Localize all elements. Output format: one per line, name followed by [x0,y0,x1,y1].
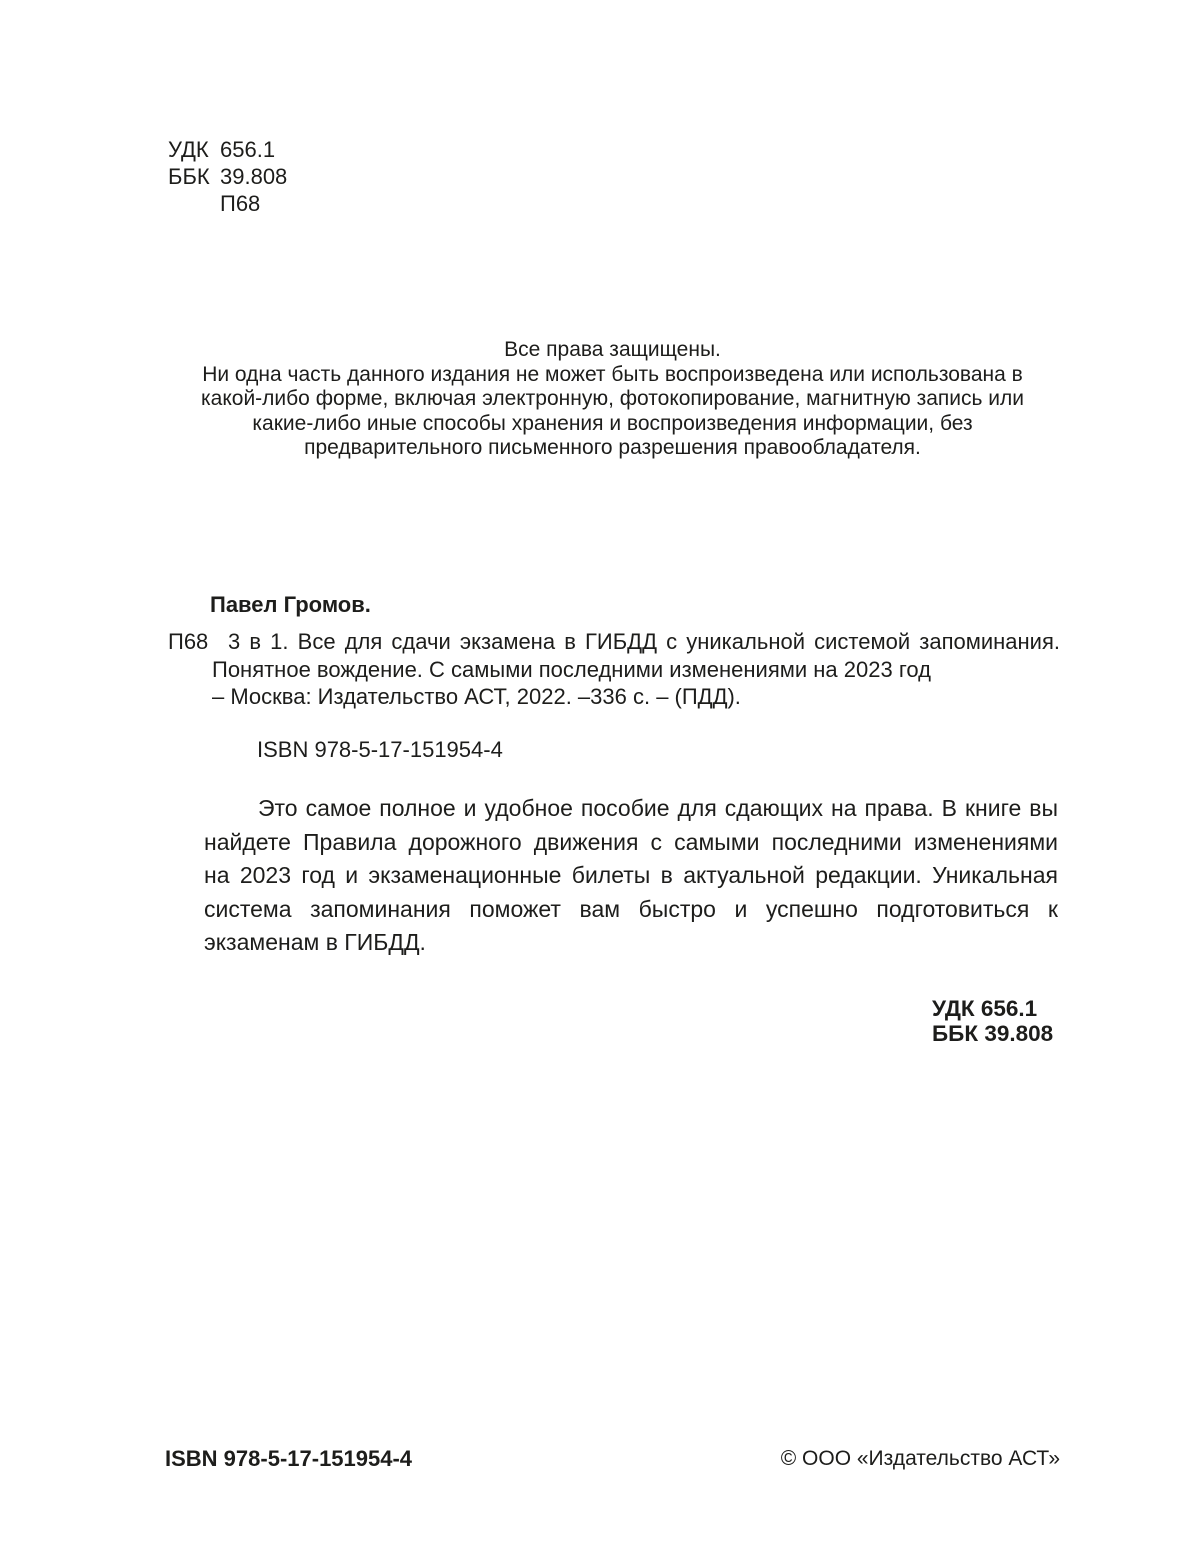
udk-bbk-right-block [932,997,1053,1046]
annotation-line: на 2023 год и экзаменационные билеты в актуальной редакции. Уникальная [204,862,1058,888]
rights-line: предварительного письменного разрешения правообладателя. [304,436,921,460]
footer-copyright: © ООО «Издательство АСТ» [780,1447,1060,1470]
author-name: Павел Громов. [210,592,371,617]
p-code: П68 [220,191,261,216]
top-cataloguing-codes [168,136,287,217]
p-code-spacer [168,190,220,217]
bbk-value: 39.808 [220,164,288,189]
catalog-line: Понятное вождение. С самыми последними изменениями на 2023 год [212,656,931,682]
bbk-row [168,163,287,190]
annotation-line: найдете Правила дорожного движения с самыми последними изменениями [204,828,1058,855]
annotation-line: экзаменам в ГИБДД. [204,929,426,955]
udk-value: 656.1 [220,137,276,162]
udk-right: УДК 656.1 [932,996,1038,1021]
annotation-line: Это самое полное и удобное пособие для сдающих на права. В книге вы [258,795,1058,821]
p-code-row [168,190,287,217]
isbn-number: ISBN 978-5-17-151954-4 [257,737,503,762]
catalog-entry [212,628,1060,711]
rights-line: Все права защищены. [504,338,721,361]
annotation [204,792,1058,960]
rights-line: какие-либо иные способы хранения и воспроизведения информации, без [252,411,973,435]
footer-isbn: ISBN 978-5-17-151954-4 [165,1446,413,1471]
catalog-line: – Москва: Издательство АСТ, 2022. –336 с. – (ПДД). [212,684,741,709]
annotation-line: система запоминания поможет вам быстро и успешно подготовиться к [204,895,1058,922]
bbk-label: ББК [168,164,210,189]
rights-notice [165,338,1060,461]
udk-label: УДК [168,137,209,162]
rights-line: Ни одна часть данного издания не может быть воспроизведена или использована в [202,362,1023,386]
udk-row [168,136,287,163]
bbk-right: ББК 39.808 [932,1020,1054,1046]
catalog-p-code: П68 [168,629,209,654]
rights-line: какой-либо форме, включая электронную, фотокопирование, магнитную запись или [201,387,1024,411]
catalog-line: 3 в 1. Все для сдачи экзамена в ГИБДД с уникальной системой запоминания. [228,629,1060,654]
